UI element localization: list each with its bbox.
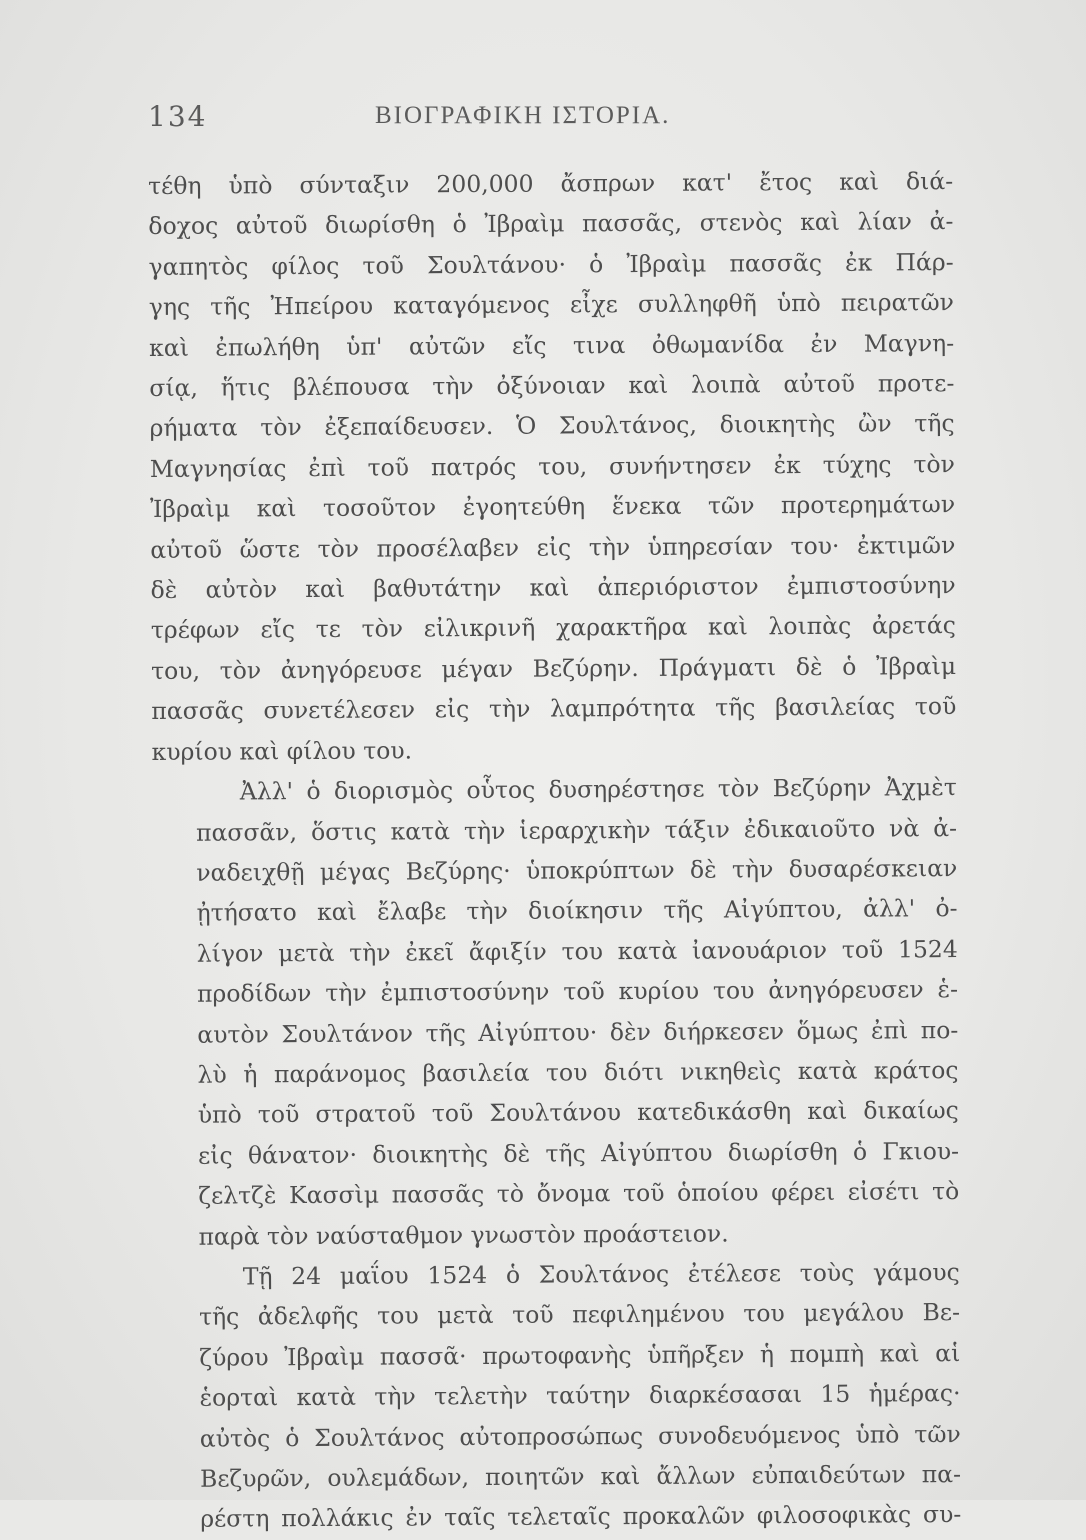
text-line: γης τῆς Ἠπείρου καταγόμενος εἶχε συλληφθῆ ὑπὸ πειρατῶν: [148, 288, 954, 322]
text-line: κυρίου καὶ φίλου του.: [151, 736, 413, 766]
text-line: πασσᾶν, ὅστις κατὰ τὴν ἱεραρχικὴν τάξιν ἐδικαιοῦτο νὰ ἀ-: [195, 813, 958, 847]
text-line: σίᾳ, ἥτις βλέπουσα τὴν ὀξύνοιαν καὶ λοιπὰ αὐτοῦ προτε-: [149, 369, 955, 403]
text-line: Τῇ 24 μαΐου 1524 ὁ Σουλτάνος ἐτέλεσε τοὺς γάμους: [242, 1258, 960, 1291]
text-line: Μαγνησίας ἐπὶ τοῦ πατρός του, συνήντησεν ἐκ τύχης τὸν: [149, 449, 955, 483]
text-line: ᾐτήσατο καὶ ἔλαβε τὴν διοίκησιν τῆς Αἰγύπτου, ἀλλ' ὀ-: [196, 894, 958, 928]
text-line: αὐτὸς ὁ Σουλτάνος αὐτοπροσώπως συνοδευόμενος ὑπὸ τῶν: [199, 1419, 961, 1453]
paragraph: [155, 1252, 962, 1540]
text-line: δὲ αὐτὸν καὶ βαθυτάτην καὶ ἀπεριόριστον ἐμπιστοσύνην: [150, 571, 956, 605]
text-line: τέθη ὑπὸ σύνταξιν 200,000 ἄσπρων κατ' ἔτος καὶ διά-: [148, 167, 954, 200]
text-line: αὐτοῦ ὥστε τὸν προσέλαβεν εἰς τὴν ὑπηρεσίαν του· ἐκτιμῶν: [150, 530, 956, 564]
text-line: ἑορταὶ κατὰ τὴν τελετὴν ταύτην διαρκέσασαι 15 ἡμέρας·: [199, 1379, 961, 1412]
text-line: λίγον μετὰ τὴν ἐκεῖ ἄφιξίν του κατὰ ἰανουάριον τοῦ 1524: [196, 934, 958, 968]
paragraph: [152, 767, 960, 1257]
text-line: αυτὸν Σουλτάνον τῆς Αἰγύπτου· δὲν διήρκεσεν ὅμως ἐπὶ πο-: [197, 1015, 959, 1049]
text-line: τῆς ἀδελφῆς του μετὰ τοῦ πεφιλημένου του μεγάλου Βε-: [198, 1298, 961, 1332]
text-line: προδίδων τὴν ἐμπιστοσύνην τοῦ κυρίου του ἀνηγόρευσεν ἑ-: [196, 975, 959, 1008]
text-line: δοχος αὐτοῦ διωρίσθη ὁ Ἰβραὶμ πασσᾶς, στενὸς καὶ λίαν ἀ-: [148, 207, 954, 241]
text-line: του, τὸν ἀνηγόρευσε μέγαν Βεζύρην. Πράγματι δὲ ὁ Ἰβραὶμ: [150, 651, 957, 685]
text-line: ζύρου Ἰβραὶμ πασσᾶ· πρωτοφανὴς ὑπῆρξεν ἡ πομπὴ καὶ αἱ: [199, 1338, 961, 1372]
body-text: [148, 161, 961, 1540]
text-line: ρήματα τὸν ἐξεπαίδευσεν. Ὁ Σουλτάνος, διοικητὴς ὢν τῆς: [149, 409, 955, 443]
running-title: ΒΙΟΓΡΑΦΙΚΗ ΙΣΤΟΡΙΑ.: [375, 102, 671, 129]
paragraph: [148, 161, 957, 772]
text-line: ρέστη πολλάκις ἐν ταῖς τελεταῖς προκαλῶν φιλοσοφικὰς συ-: [200, 1500, 962, 1534]
running-head: [0, 92, 1086, 152]
text-line: τρέφων εἴς τε τὸν εἰλικρινῆ χαρακτῆρα καὶ λοιπὰς ἀρετάς: [150, 611, 956, 645]
text-line: ναδειχθῇ μέγας Βεζύρης· ὑποκρύπτων δὲ τὴν δυσαρέσκειαν: [196, 853, 958, 887]
text-line: πασσᾶς συνετέλεσεν εἰς τὴν λαμπρότητα τῆς βασιλείας τοῦ: [151, 692, 957, 726]
text-line: ζελτζὲ Κασσὶμ πασσᾶς τὸ ὄνομα τοῦ ὁποίου φέρει εἰσέτι τὸ: [198, 1177, 960, 1210]
text-line: Ἰβραὶμ καὶ τοσοῦτον ἐγοητεύθη ἕνεκα τῶν προτερημάτων: [150, 490, 956, 524]
text-line: Ἀλλ' ὁ διορισμὸς οὗτος δυσηρέστησε τὸν Βεζύρην Ἀχμὲτ: [239, 773, 957, 806]
page-number: 134: [148, 100, 208, 133]
text-line: λὺ ἡ παράνομος βασιλεία του διότι νικηθεὶς κατὰ κράτος: [197, 1056, 959, 1089]
text-line: παρὰ τὸν ναύσταθμον γνωστὸν προάστειον.: [198, 1219, 729, 1251]
text-line: ὑπὸ τοῦ στρατοῦ τοῦ Σουλτάνου κατεδικάσθη καὶ δικαίως: [197, 1096, 959, 1130]
text-line: καὶ ἐπωλήθη ὑπ' αὐτῶν εἴς τινα ὀθωμανίδα ἐν Μαγνη-: [149, 328, 955, 362]
text-line: εἰς θάνατον· διοικητὴς δὲ τῆς Αἰγύπτου διωρίσθη ὁ Γκιου-: [197, 1136, 960, 1170]
text-line: γαπητὸς φίλος τοῦ Σουλτάνου· ὁ Ἰβραὶμ πασσᾶς ἐκ Πάρ-: [148, 247, 954, 281]
text-line: Βεζυρῶν, ουλεμάδων, ποιητῶν καὶ ἄλλων εὐπαιδεύτων πα-: [199, 1460, 962, 1493]
